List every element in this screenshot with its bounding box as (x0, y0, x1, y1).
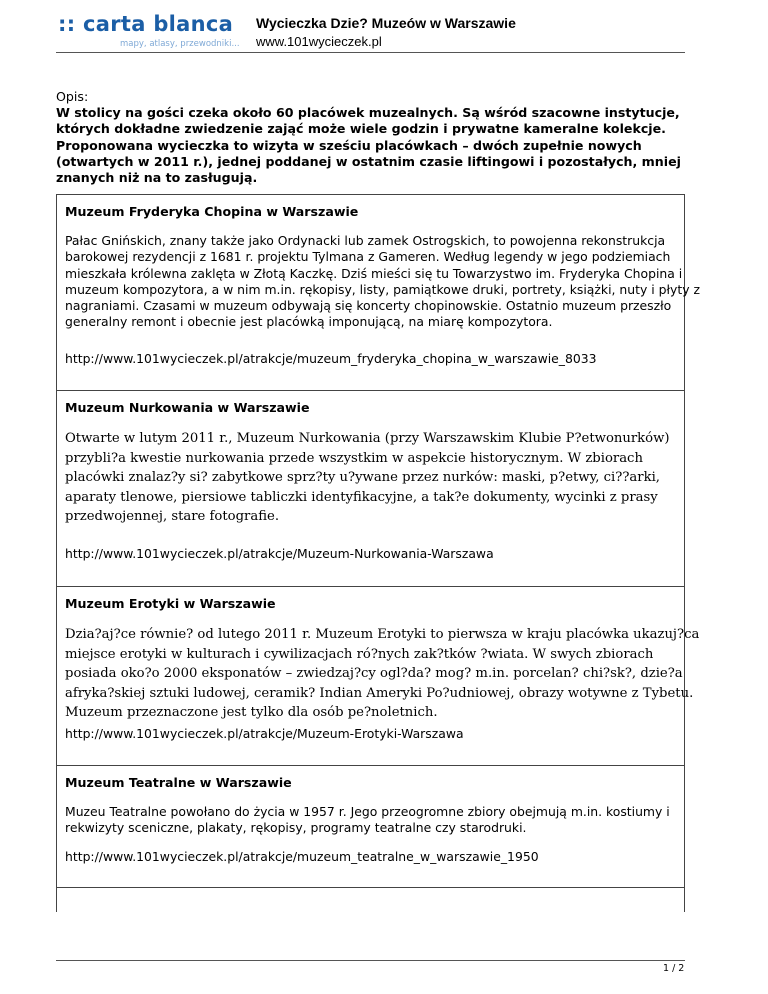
museum-link[interactable]: http://www.101wycieczek.pl/atrakcje/Muzeum-Nurkowania-Warszawa (65, 546, 494, 561)
header-divider (56, 52, 685, 53)
museum-description: Muzeu Teatralne powołano do życia w 1957 r. Jego przeogromne zbiory obejmują m.in. kostiumy i rekwizyty sceniczne, plakaty, rękopisy, programy teatralne czy starodruki. (65, 804, 670, 836)
museum-title: Muzeum Nurkowania w Warszawie (65, 400, 310, 415)
museum-link[interactable]: http://www.101wycieczek.pl/atrakcje/Muzeum-Erotyki-Warszawa (65, 726, 464, 741)
museum-entry-continued (56, 887, 685, 912)
museum-link[interactable]: http://www.101wycieczek.pl/atrakcje/muzeum_teatralne_w_warszawie_1950 (65, 849, 539, 864)
museum-title: Muzeum Fryderyka Chopina w Warszawie (65, 204, 359, 219)
carta-blanca-logo (58, 12, 238, 52)
document-title: Wycieczka Dzie? Muzeów w Warszawie (256, 15, 516, 31)
museum-entry-chopin (56, 194, 700, 390)
header-url[interactable]: www.101wycieczek.pl (256, 34, 382, 49)
logo-tagline: mapy, atlasy, przewodniki... (120, 39, 240, 49)
logo-text: carta blanca (83, 12, 234, 36)
logo-dots-icon: :: (58, 12, 76, 36)
museum-link[interactable]: http://www.101wycieczek.pl/atrakcje/muzeum_fryderyka_chopina_w_warszawie_8033 (65, 351, 597, 366)
description-section (56, 89, 706, 186)
museum-description: Dzia?aj?ce równie? od lutego 2011 r. Muzeum Erotyki to pierwsza w kraju placówka ukazuj?ca miejsce erotyki w kulturach i cywilizacjach ró?nych zak?tków ?wiata. W swych zbiorach posiada oko?o 2000 eksponatów – zwiedzaj?cy ogl?da? mog? m.in. porcelan? chi?sk?, dzie?a afryka?skiej sztuki ludowej, ceramik? Indian Ameryki Po?udniowej, obrazy wotywne z Tybetu. Muzeum przeznaczone jest tylko dla osób pe?noletnich. (65, 627, 700, 720)
footer-divider (56, 960, 685, 961)
museum-entry-erotyki (56, 586, 700, 765)
description-label: Opis: (56, 89, 89, 104)
museum-entry-teatralne (56, 765, 685, 887)
museum-description: Otwarte w lutym 2011 r., Muzeum Nurkowania (przy Warszawskim Klubie P?etwonurków) przybli?a kwestie nurkowania przede wszystkim w aspekcie historycznym. W zbiorach placówki znalaz?y si? zabytkowe sprz?ty u?ywane przez nurków: maski, p?etwy, ci??arki, aparaty tlenowe, piersiowe tabliczki identyfikacyjne, a tak?e dokumenty, wycinki z prasy przedwojennej, stare fotografie. (65, 431, 670, 524)
page-number: 1 / 2 (663, 963, 685, 974)
museum-title: Muzeum Teatralne w Warszawie (65, 775, 292, 790)
description-text: W stolicy na gości czeka około 60 placówek muzealnych. Są wśród szacowne instytucje, których dokładne zwiedzenie zająć może wiele godzin i prywatne kameralne kolekcje. Proponowana wycieczka to wizyta w sześciu placówkach – dwóch zupełnie nowych (otwartych w 2011 r.), jednej poddanej w ostatnim czasie liftingowi i pozostałych, mniej znanych niż na to zasługują. (56, 105, 681, 186)
museum-title: Muzeum Erotyki w Warszawie (65, 596, 276, 611)
museum-entry-nurkowania (56, 390, 685, 586)
museum-description: Pałac Gnińskich, znany także jako Ordynacki lub zamek Ostrogskich, to powojenna rekonstrukcja barokowej rezydencji z 1681 r. projektu Tylmana z Gameren. Według legendy w jego podziemiach mieszkała królewna zaklęta w Złotą Kaczkę. Dziś mieści się tu Towarzystwo im. Fryderyka Chopina i muzeum kompozytora, a w nim m.in. rękopisy, listy, pamiątkowe druki, portrety, książki, nuty i płyty z nagraniami. Czasami w muzeum odbywają się koncerty chopinowskie. Ostatnio muzeum przeszło generalny remont i obecnie jest placówką imponującą, na miarę kompozytora. (65, 233, 700, 330)
